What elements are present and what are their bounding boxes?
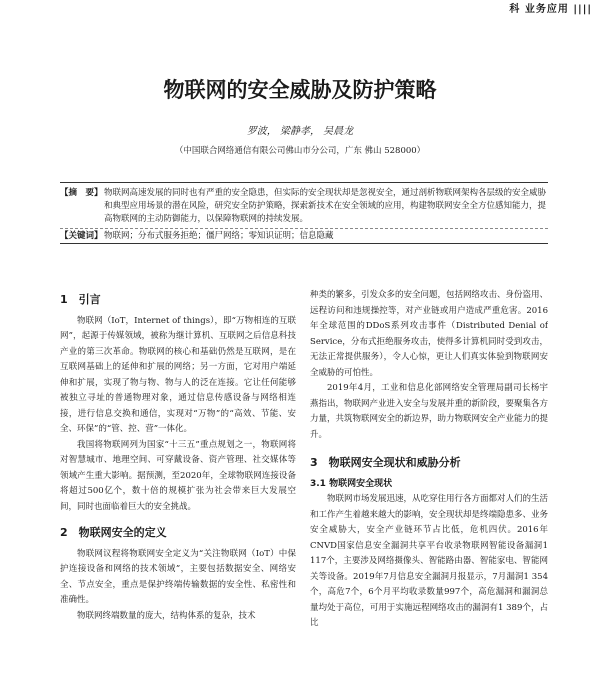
abstract-label: 【摘 要】 bbox=[60, 188, 103, 198]
paragraph: 物联网议程将物联网安全定义为“关注物联网（IoT）中保护连接设备和网络的技术领域”，主要包括数据安全、网络安全、节点安全，重点是保护终端传输数据的安全性、私密性和准确性。 bbox=[60, 548, 296, 605]
paragraph: 我国将物联网列为国家“十三五”重点规划之一，物联网将对智慧城市、地理空间、可穿戴设备、资产管理、社交媒体等领域产生重大影响。据预测，至2020年，全球物联网连接设备将超过500亿个，数十倍的规模扩张为社会带来巨大发展空间，同时也面临着巨大的安全挑战。 bbox=[60, 439, 296, 512]
abstract-text: 物联网高速发展的同时也有严重的安全隐患，但实际的安全现状却是忽视安全，通过剖析物联网架构各层级的安全威胁和典型应用场景的潜在风险，研究安全防护策略，探索新技术在安全领域的应用，构建物联网安全全方位感知能力，提高物联网的主动防御能力，以保障物联网的持续发展。 bbox=[104, 188, 547, 224]
section-3-1-heading: 3.1 物联网安全现状 bbox=[310, 478, 393, 489]
paragraph: 2019年4月，工业和信息化部网络安全管理局副司长杨宇燕指出，物联网产业进入安全与发展并重的新阶段，要聚集各方力量，共筑物联网安全的新边界，助力物联网安全产业能力的提升。 bbox=[310, 383, 548, 440]
abstract-box bbox=[60, 182, 548, 244]
paragraph: 物联网（IoT，Internet of things），即“万物相连的互联网”，起源于传媒领域，被称为继计算机、互联网之后信息科技产业的第三次革命。物联网的核心和基础仍然是互联网，是在互联网基础上的延伸和扩展的网络；另一方面，它对用户端延伸和扩展，实现了物与物、物与人的泛在连接。它让任何能够被独立寻址的普通物理对象，通过信息传感设备与网络相连接，进行信息交换和通信，实现对“万物”的“高效、节能、安全、环保”的“管、控、营”一体化。 bbox=[60, 315, 296, 434]
keywords-label: 【关键词】 bbox=[60, 231, 103, 241]
paragraph: 物联网终端数量的庞大，结构体系的复杂，技术 bbox=[77, 610, 256, 621]
keywords-text: 物联网；分布式服务拒绝；僵尸网络；零知识证明；信息隐藏 bbox=[104, 231, 334, 241]
section-2-heading: 2 物联网安全的定义 bbox=[60, 526, 167, 539]
section-1-heading: 1 引言 bbox=[60, 293, 101, 306]
abstract-row bbox=[60, 187, 548, 226]
paragraph: 物联网市场发展迅速，从吃穿住用行各方面都对人们的生活和工作产生着越来越大的影响，安全现状却是终端隐患多、业务安全威胁大，安全产业链环节占比低，危机四伏。2016年CNVD国家信息安全漏洞共享平台收录物联网智能设备漏洞1 117个，主要涉及网络摄像头、智能路由器、智能家电、智能网关等设备。2019年7月信息安全漏洞月报显示，7月漏洞1 354个，高危7个，6个月平均收录数量997个，高危漏洞和漏洞总量均处于高位，可用于实施远程网络攻击的漏洞有1 389个，占比 bbox=[310, 494, 548, 628]
paper-title: 物联网的安全威胁及防护策略 bbox=[163, 78, 437, 102]
running-header: 科 业务应用 |||| bbox=[509, 4, 592, 15]
paragraph: 种类的繁多，引发众多的安全问题，包括网络攻击、身份盗用、远程访问和违规操控等，对产业链或用户造成严重危害。2016年全球范围的DDoS系列攻击事件（Distributed Denial of Service，分布式拒绝服务攻击，使得多计算机同时受到攻击，无法正常提供服务），令人心惊，更让人们真实体验到物联网安全威胁的可怕性。 bbox=[310, 290, 548, 378]
affiliation: （中国联合网络通信有限公司佛山市分公司，广东 佛山 528000） bbox=[174, 146, 426, 156]
left-column bbox=[60, 288, 296, 682]
right-column bbox=[310, 288, 548, 682]
section-3-heading: 3 物联网安全现状和威胁分析 bbox=[310, 456, 461, 469]
authors: 罗波， 梁静孝， 吴晨龙 bbox=[246, 126, 354, 137]
keywords-row bbox=[60, 228, 548, 243]
